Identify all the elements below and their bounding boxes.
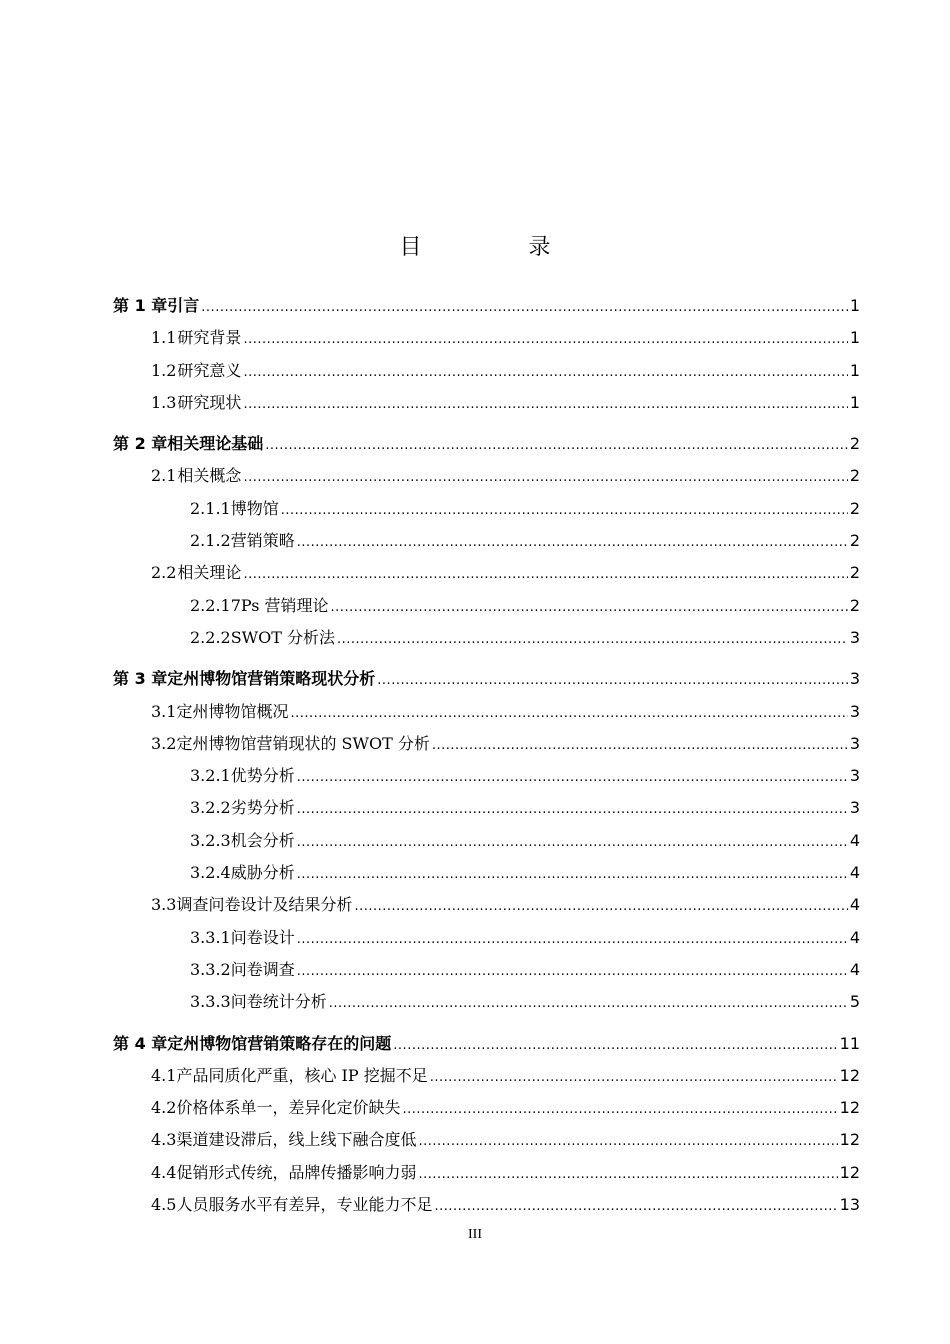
- toc-dot-leader: [337, 632, 848, 647]
- toc-entry-page: 3: [849, 627, 860, 647]
- toc-entry-number: 1.2: [151, 360, 177, 380]
- toc-entry-page: 3: [849, 733, 860, 753]
- toc-entry-label: 相关概念: [177, 466, 242, 486]
- toc-entry-label: SWOT 分析法: [230, 627, 336, 647]
- toc-section-entry[interactable]: [113, 1160, 860, 1192]
- toc-entry-label: 劣势分析: [230, 798, 295, 818]
- toc-section-entry[interactable]: [113, 795, 860, 827]
- toc-entry-number: 4.3: [151, 1130, 177, 1150]
- toc-entry-label: 研究背景: [177, 328, 242, 348]
- toc-entry-page: 11: [839, 1033, 860, 1053]
- toc-dot-leader: [331, 600, 848, 615]
- toc-title: 目 录: [399, 235, 601, 260]
- toc-dot-leader: [243, 397, 847, 412]
- toc-entry-page: 2: [849, 595, 860, 615]
- toc-section-entry[interactable]: [113, 860, 860, 892]
- toc-dot-leader: [265, 438, 848, 453]
- toc-section-entry[interactable]: [113, 763, 860, 795]
- toc-dot-leader: [297, 835, 848, 850]
- toc-section-entry[interactable]: [113, 828, 860, 860]
- toc-entry-number: 2.1: [151, 466, 177, 486]
- toc-dot-leader: [402, 1102, 837, 1117]
- toc-section-entry[interactable]: [113, 390, 860, 422]
- toc-entry-page: 12: [839, 1065, 860, 1085]
- toc-entry-number: 3.2.2: [190, 798, 231, 818]
- toc-entry-label: 威胁分析: [230, 863, 295, 883]
- toc-section-entry[interactable]: [113, 496, 860, 528]
- toc-dot-leader: [434, 1199, 837, 1214]
- toc-entry-page: 2: [849, 563, 860, 583]
- toc-entry-number: 4.5: [151, 1195, 177, 1215]
- toc-section-entry[interactable]: [113, 325, 860, 357]
- toc-chapter-entry[interactable]: [113, 1031, 860, 1063]
- toc-entry-number: 2.2.2: [190, 627, 231, 647]
- toc-section-entry[interactable]: [113, 1063, 860, 1095]
- toc-entry-page: 2: [849, 434, 860, 454]
- toc-entry-label: 定州博物馆营销策略存在的问题: [167, 1033, 392, 1053]
- toc-entry-label: 问卷设计: [230, 927, 295, 947]
- toc-entry-label: 调查问卷设计及结果分析: [176, 895, 353, 915]
- toc-entry-label: 机会分析: [230, 830, 295, 850]
- toc-entry-label: 优势分析: [230, 766, 295, 786]
- toc-entry-page: 3: [849, 669, 860, 689]
- toc-section-entry[interactable]: [113, 593, 860, 625]
- toc-section-entry[interactable]: [113, 560, 860, 592]
- toc-dot-leader: [297, 964, 848, 979]
- toc-dot-leader: [418, 1134, 837, 1149]
- toc-entry-page: 4: [849, 830, 860, 850]
- toc-section-entry[interactable]: [113, 925, 860, 957]
- toc-entry-number: 第 2 章: [113, 434, 168, 454]
- toc-dot-leader: [281, 503, 848, 518]
- toc-entry-label: 问卷统计分析: [230, 992, 327, 1012]
- toc-entry-label: 价格体系单一，差异化定价缺失: [176, 1098, 401, 1118]
- toc-entry-number: 2.1.1: [190, 498, 231, 518]
- toc-entry-number: 3.2.1: [190, 766, 231, 786]
- toc-entry-number: 3.2: [151, 733, 177, 753]
- toc-entry-label: 问卷调查: [230, 959, 295, 979]
- toc-entry-number: 2.2: [151, 563, 177, 583]
- toc-entry-page: 2: [849, 466, 860, 486]
- toc-dot-leader: [297, 802, 848, 817]
- toc-entry-number: 4.1: [151, 1065, 177, 1085]
- table-of-contents: [113, 293, 860, 1224]
- toc-entry-label: 产品同质化严重，核心 IP 挖掘不足: [176, 1065, 428, 1085]
- toc-section-entry[interactable]: [113, 1127, 860, 1159]
- toc-dot-leader: [243, 332, 847, 347]
- toc-entry-label: 促销形式传统，品牌传播影响力弱: [176, 1162, 417, 1182]
- toc-entry-number: 3.1: [151, 701, 177, 721]
- toc-entry-number: 3.3.3: [190, 992, 231, 1012]
- toc-entry-label: 定州博物馆营销策略现状分析: [167, 669, 376, 689]
- toc-entry-label: 营销策略: [230, 531, 295, 551]
- toc-section-entry[interactable]: [113, 731, 860, 763]
- toc-entry-page: 3: [849, 766, 860, 786]
- toc-entry-label: 定州博物馆营销现状的 SWOT 分析: [176, 733, 430, 753]
- toc-entry-number: 第 1 章: [113, 296, 168, 315]
- toc-entry-label: 研究现状: [177, 392, 242, 412]
- toc-dot-leader: [201, 300, 848, 315]
- toc-dot-leader: [290, 706, 847, 721]
- toc-chapter-entry[interactable]: [113, 666, 860, 698]
- toc-dot-leader: [243, 470, 847, 485]
- toc-entry-page: 4: [849, 863, 860, 883]
- toc-entry-number: 1.1: [151, 328, 177, 348]
- toc-entry-number: 第 4 章: [113, 1033, 168, 1053]
- toc-section-entry[interactable]: [113, 957, 860, 989]
- toc-entry-number: 2.1.2: [190, 531, 231, 551]
- toc-entry-page: 12: [839, 1098, 860, 1118]
- toc-section-entry[interactable]: [113, 892, 860, 924]
- toc-dot-leader: [329, 996, 848, 1011]
- toc-entry-label: 定州博物馆概况: [176, 701, 289, 721]
- page-number: III: [468, 1227, 482, 1242]
- toc-dot-leader: [430, 1070, 838, 1085]
- toc-entry-number: 第 3 章: [113, 669, 168, 689]
- toc-dot-leader: [354, 899, 847, 914]
- toc-entry-number: 1.3: [151, 392, 177, 412]
- toc-entry-page: 3: [849, 798, 860, 818]
- toc-entry-page: 5: [849, 992, 860, 1012]
- toc-entry-number: 3.2.4: [190, 863, 231, 883]
- toc-section-entry[interactable]: [113, 1192, 860, 1224]
- toc-entry-label: 相关理论: [177, 563, 242, 583]
- toc-entry-number: 3.2.3: [190, 830, 231, 850]
- toc-section-entry[interactable]: [113, 528, 860, 560]
- toc-entry-page: 12: [839, 1162, 860, 1182]
- toc-entry-page: 3: [849, 701, 860, 721]
- toc-entry-page: 1: [849, 392, 860, 412]
- toc-chapter-entry[interactable]: [113, 431, 860, 463]
- toc-section-entry[interactable]: [113, 1095, 860, 1127]
- toc-section-entry[interactable]: [113, 625, 860, 657]
- toc-dot-leader: [243, 567, 847, 582]
- toc-entry-page: 1: [849, 296, 860, 315]
- toc-entry-label: 引言: [167, 296, 200, 315]
- toc-section-entry[interactable]: [113, 358, 860, 390]
- toc-entry-label: 7Ps 营销理论: [230, 595, 329, 615]
- toc-entry-page: 1: [849, 360, 860, 380]
- toc-entry-page: 4: [849, 927, 860, 947]
- toc-dot-leader: [432, 738, 848, 753]
- toc-entry-label: 渠道建设滞后，线上线下融合度低: [176, 1130, 417, 1150]
- toc-entry-number: 3.3.1: [190, 927, 231, 947]
- toc-entry-number: 3.3.2: [190, 959, 231, 979]
- toc-entry-page: 4: [849, 895, 860, 915]
- toc-section-entry[interactable]: [113, 989, 860, 1021]
- toc-entry-label: 相关理论基础: [167, 434, 264, 454]
- toc-entry-page: 2: [849, 531, 860, 551]
- toc-entry-label: 研究意义: [177, 360, 242, 380]
- toc-entry-number: 4.4: [151, 1162, 177, 1182]
- toc-entry-label: 博物馆: [230, 498, 279, 518]
- toc-entry-page: 1: [849, 328, 860, 348]
- toc-dot-leader: [418, 1167, 837, 1182]
- toc-chapter-entry[interactable]: [113, 293, 860, 325]
- toc-entry-page: 12: [839, 1130, 860, 1150]
- toc-section-entry[interactable]: [113, 463, 860, 495]
- toc-entry-label: 人员服务水平有差异，专业能力不足: [176, 1195, 433, 1215]
- toc-entry-page: 13: [839, 1195, 860, 1215]
- toc-dot-leader: [297, 932, 848, 947]
- toc-dot-leader: [297, 770, 848, 785]
- toc-dot-leader: [377, 673, 848, 688]
- toc-entry-number: 4.2: [151, 1098, 177, 1118]
- toc-dot-leader: [243, 365, 847, 380]
- toc-dot-leader: [297, 867, 848, 882]
- toc-entry-page: 2: [849, 498, 860, 518]
- toc-entry-number: 2.2.1: [190, 595, 231, 615]
- toc-dot-leader: [393, 1038, 837, 1053]
- toc-entry-number: 3.3: [151, 895, 177, 915]
- toc-section-entry[interactable]: [113, 699, 860, 731]
- toc-dot-leader: [297, 535, 848, 550]
- toc-entry-page: 4: [849, 959, 860, 979]
